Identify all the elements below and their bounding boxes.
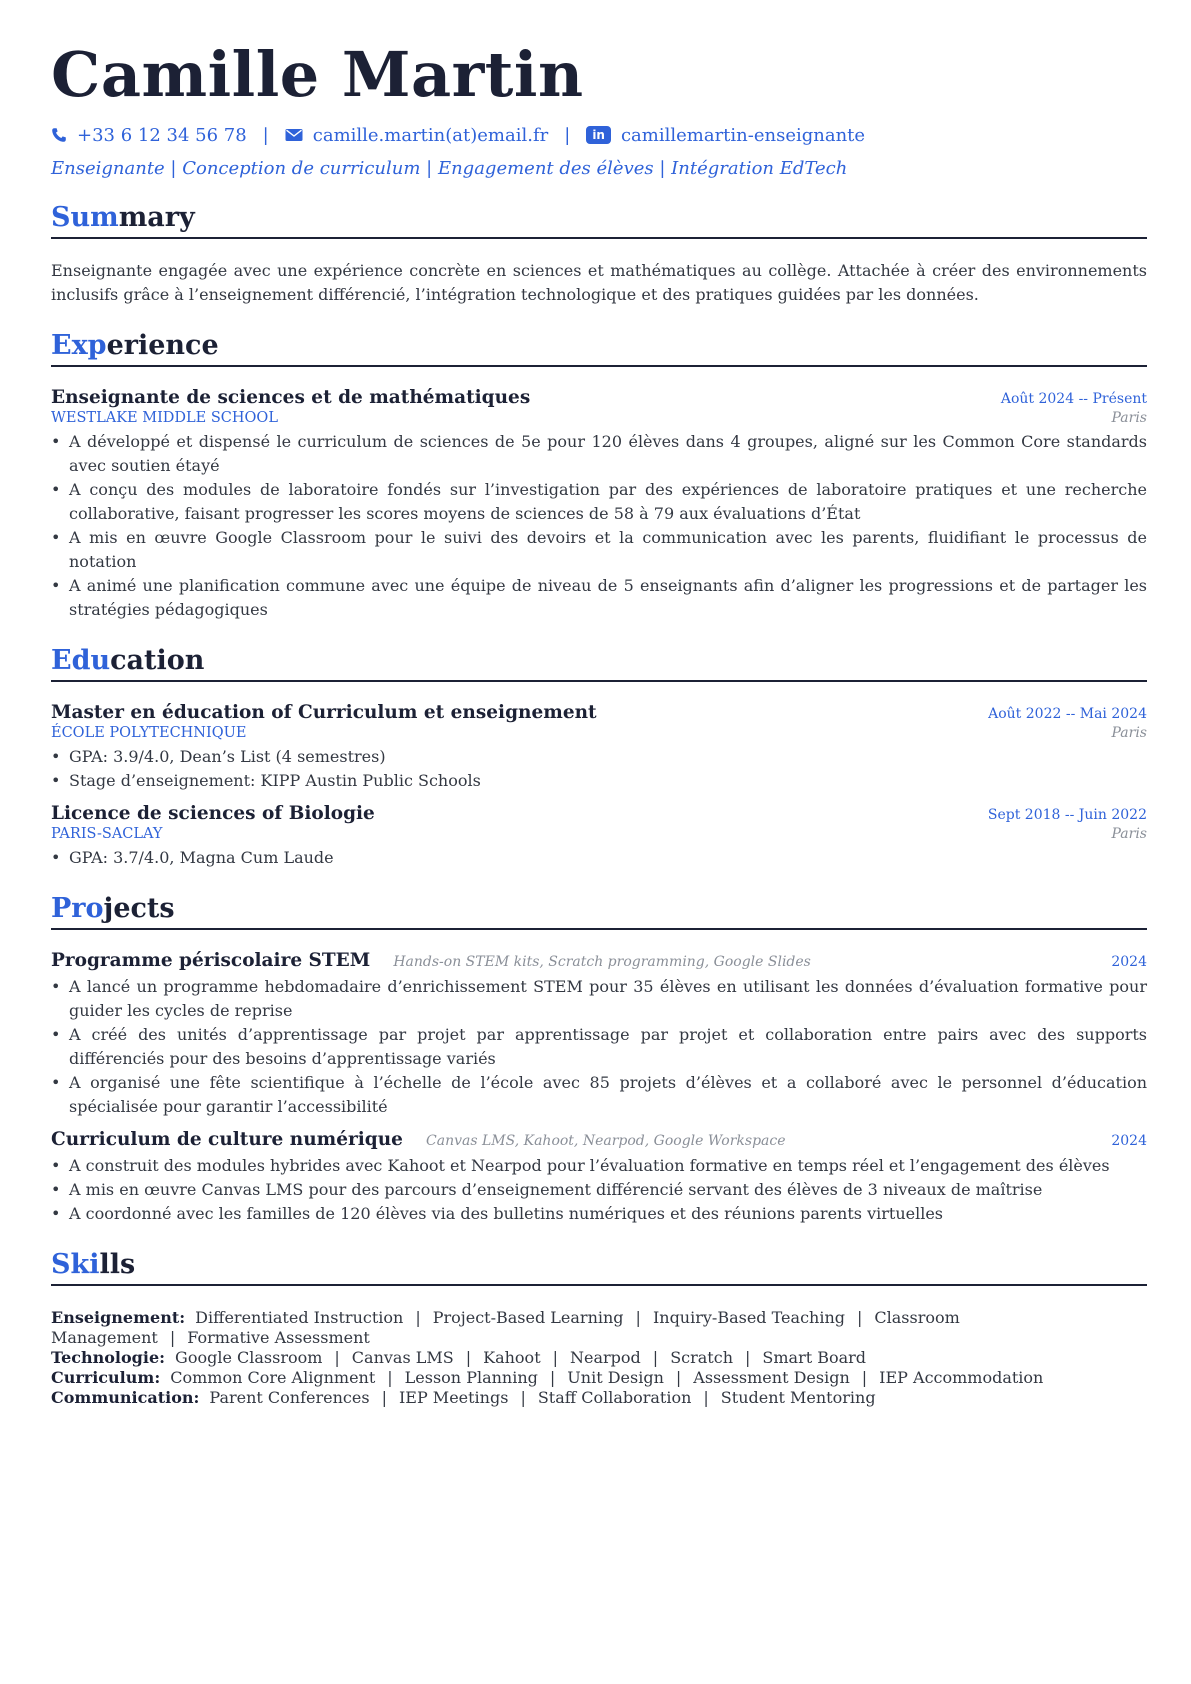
entry-title: Programme périscolaire STEM bbox=[51, 950, 371, 971]
bullet-list bbox=[51, 745, 1147, 793]
skill-row bbox=[51, 1368, 1147, 1388]
contact-separator: | bbox=[262, 124, 269, 146]
list-item: • A développé et dispensé le curriculum de sciences de 5e pour 120 élèves dans 4 groupes, aligné sur les Common Core standards avec soutien étayé bbox=[69, 430, 1147, 478]
skills-section bbox=[51, 1248, 1147, 1408]
skill-separator: | bbox=[520, 1388, 526, 1407]
entry-title: Enseignante de sciences et de mathématiques bbox=[51, 387, 531, 408]
entry-organization: ÉCOLE POLYTECHNIQUE bbox=[51, 725, 247, 741]
entry-date: Août 2022 -- Mai 2024 bbox=[988, 706, 1147, 722]
email-icon bbox=[285, 128, 303, 142]
skill-item: Parent Conferences bbox=[209, 1388, 370, 1407]
contact-separator: | bbox=[564, 124, 571, 146]
section-title: Education bbox=[51, 644, 1147, 682]
skill-separator: | bbox=[745, 1348, 751, 1367]
first-name: Camille bbox=[51, 38, 320, 111]
entry-title: Curriculum de culture numérique bbox=[51, 1129, 403, 1150]
list-item: • A créé des unités d’apprentissage par projet par apprentissage par projet et collaboration entre pairs avec des supports différenciés pour des besoins d’apprentissage variés bbox=[69, 1023, 1147, 1071]
list-item: • A animé une planification commune avec une équipe de niveau de 5 enseignants afin d’aligner les progressions et de partager les stratégies pédagogiques bbox=[69, 574, 1147, 622]
linkedin-contact[interactable] bbox=[586, 125, 865, 146]
entry-location: Paris bbox=[1111, 826, 1147, 842]
skill-separator: | bbox=[549, 1368, 556, 1387]
skill-item: Google Classroom bbox=[175, 1348, 323, 1367]
phone-contact[interactable] bbox=[51, 125, 247, 146]
experience-entry bbox=[51, 387, 1147, 622]
project-tech: Canvas LMS, Kahoot, Nearpod, Google Workspace bbox=[426, 1133, 786, 1149]
entry-date: 2024 bbox=[1111, 1133, 1147, 1149]
skill-item: Assessment Design bbox=[693, 1368, 850, 1387]
skill-item: Student Mentoring bbox=[720, 1388, 876, 1407]
skill-separator: | bbox=[552, 1348, 559, 1367]
skill-row bbox=[51, 1348, 1147, 1368]
list-item: • Stage d’enseignement: KIPP Austin Public Schools bbox=[69, 769, 1147, 793]
skill-item: Canvas LMS bbox=[351, 1348, 454, 1367]
section-title: Experience bbox=[51, 329, 1147, 367]
list-item: • A mis en œuvre Google Classroom pour le suivi des devoirs et la communication avec les parents, fluidifiant le processus de notation bbox=[69, 526, 1147, 574]
entry-organization: WESTLAKE MIDDLE SCHOOL bbox=[51, 410, 278, 426]
entry-location: Paris bbox=[1111, 410, 1147, 426]
skill-item: IEP Accommodation bbox=[879, 1368, 1044, 1387]
section-title: Skills bbox=[51, 1248, 1147, 1286]
project-entry bbox=[51, 1129, 1147, 1226]
list-item: • A lancé un programme hebdomadaire d’enrichissement STEM pour 35 élèves en utilisant les données d’évaluation formative pour guider les cycles de reprise bbox=[69, 975, 1147, 1023]
skill-item: Scratch bbox=[670, 1348, 733, 1367]
skill-item: Lesson Planning bbox=[404, 1368, 538, 1387]
phone-icon bbox=[51, 127, 67, 143]
list-item: • A organisé une fête scientifique à l’échelle de l’école avec 85 projets d’élèves et a collaboré avec le personnel d’éducation spécialisée pour garantir l’accessibilité bbox=[69, 1071, 1147, 1119]
summary-text: Enseignante engagée avec une expérience concrète en sciences et mathématiques au collège. Attachée à créer des environnements inclusifs grâce à l’enseignement différencié, l’intégration technologique et des pratiques guidées par les données. bbox=[51, 261, 1147, 304]
skill-item: Smart Board bbox=[762, 1348, 867, 1367]
list-item: • A conçu des modules de laboratoire fondés sur l’investigation par des expériences de laboratoire pratiques et une recherche collaborative, faisant progresser les scores moyens de sciences de 58 à 79 aux évaluations d’État bbox=[69, 478, 1147, 526]
skill-separator: | bbox=[652, 1348, 659, 1367]
list-item: • A mis en œuvre Canvas LMS pour des parcours d’enseignement différencié servant des élèves de 3 niveaux de maîtrise bbox=[69, 1178, 1147, 1202]
entry-title: Master en éducation of Curriculum et enseignement bbox=[51, 702, 597, 723]
education-entry bbox=[51, 702, 1147, 793]
skill-separator: | bbox=[861, 1368, 868, 1387]
skill-category-label: Communication: bbox=[51, 1388, 200, 1407]
skill-item: Unit Design bbox=[567, 1368, 664, 1387]
entry-date: Août 2024 -- Présent bbox=[1000, 391, 1147, 407]
contact-bar bbox=[51, 122, 1147, 148]
entry-title: Licence de sciences of Biologie bbox=[51, 803, 375, 824]
resume-page bbox=[51, 40, 1147, 1408]
skill-category-label: Curriculum: bbox=[51, 1368, 161, 1387]
education-section bbox=[51, 644, 1147, 870]
skill-separator: | bbox=[635, 1308, 641, 1327]
skill-item: Differentiated Instruction bbox=[195, 1308, 404, 1327]
skill-row bbox=[51, 1388, 1147, 1408]
skill-category-label: Enseignement: bbox=[51, 1308, 186, 1327]
list-item: • A construit des modules hybrides avec Kahoot et Nearpod pour l’évaluation formative en temps réel et l’engagement des élèves bbox=[69, 1154, 1147, 1178]
skills-list bbox=[51, 1308, 1147, 1408]
entry-date: 2024 bbox=[1111, 954, 1147, 970]
bullet-list bbox=[51, 975, 1147, 1119]
project-entry bbox=[51, 950, 1147, 1119]
tagline: Enseignante | Conception de curriculum | Engagement des élèves | Intégration EdTech bbox=[51, 158, 848, 179]
skill-separator: | bbox=[415, 1308, 421, 1327]
linkedin-handle: camillemartin-enseignante bbox=[620, 124, 866, 146]
section-title: Projects bbox=[51, 892, 1147, 930]
entry-date: Sept 2018 -- Juin 2022 bbox=[987, 807, 1147, 823]
summary-section bbox=[51, 201, 1147, 307]
skill-category-label: Technologie: bbox=[51, 1348, 166, 1367]
skill-item: Kahoot bbox=[483, 1348, 541, 1367]
section-title: Summary bbox=[51, 201, 1147, 239]
project-tech: Hands-on STEM kits, Scratch programming, Google Slides bbox=[393, 954, 811, 970]
skill-separator: | bbox=[675, 1368, 682, 1387]
email-address: camille.martin(at)email.fr bbox=[312, 124, 549, 146]
last-name: Martin bbox=[341, 38, 584, 111]
experience-section bbox=[51, 329, 1147, 622]
skill-separator: | bbox=[857, 1308, 863, 1327]
skill-item: Project-Based Learning bbox=[432, 1308, 624, 1327]
entry-organization: PARIS-SACLAY bbox=[51, 826, 163, 842]
list-item: • A coordonné avec les familles de 120 élèves via des bulletins numériques et des réunions parents virtuelles bbox=[69, 1202, 1147, 1226]
skill-item: Formative Assessment bbox=[187, 1328, 370, 1347]
skill-separator: | bbox=[169, 1328, 176, 1347]
skill-item: Common Core Alignment bbox=[170, 1368, 376, 1387]
skill-separator: | bbox=[703, 1388, 709, 1407]
skill-item: Nearpod bbox=[570, 1348, 641, 1367]
skill-item: Staff Collaboration bbox=[537, 1388, 692, 1407]
skill-row bbox=[51, 1308, 1147, 1348]
skill-separator: | bbox=[387, 1368, 393, 1387]
bullet-list bbox=[51, 430, 1147, 622]
projects-section bbox=[51, 892, 1147, 1226]
skill-separator: | bbox=[381, 1388, 387, 1407]
email-contact[interactable] bbox=[285, 125, 548, 146]
phone-number: +33 6 12 34 56 78 bbox=[77, 124, 247, 146]
candidate-name bbox=[51, 40, 1147, 110]
linkedin-icon: in bbox=[586, 126, 611, 144]
list-item: • GPA: 3.9/4.0, Dean’s List (4 semestres) bbox=[69, 745, 1147, 769]
skill-separator: | bbox=[465, 1348, 472, 1367]
skill-item: Inquiry-Based Teaching bbox=[652, 1308, 845, 1327]
bullet-list bbox=[51, 1154, 1147, 1226]
skill-item: Classroom Management bbox=[51, 1308, 960, 1347]
bullet-list bbox=[51, 846, 1147, 870]
skill-separator: | bbox=[334, 1348, 340, 1367]
skill-item: IEP Meetings bbox=[398, 1388, 509, 1407]
list-item: • GPA: 3.7/4.0, Magna Cum Laude bbox=[69, 846, 1147, 870]
entry-location: Paris bbox=[1111, 725, 1147, 741]
education-entry bbox=[51, 803, 1147, 870]
